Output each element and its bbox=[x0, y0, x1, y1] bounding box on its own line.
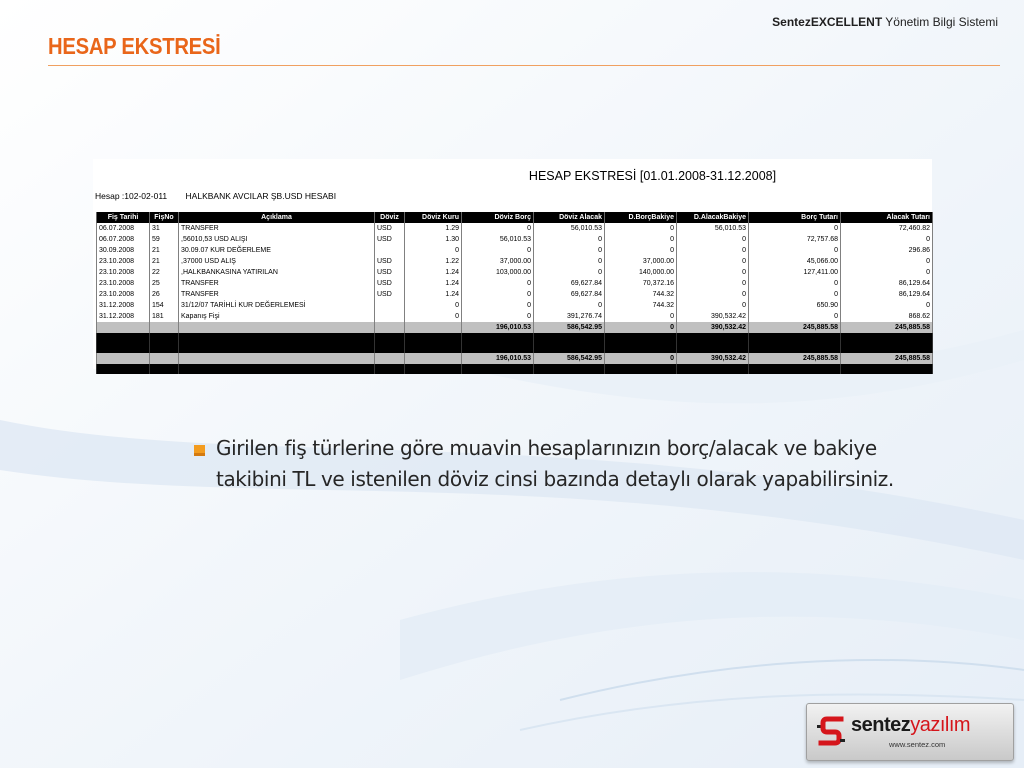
table-cell: 245,885.58 bbox=[749, 322, 841, 333]
table-cell: 868.62 bbox=[841, 311, 933, 322]
table-cell: 0 bbox=[405, 311, 462, 322]
table-cell: TRANSFER bbox=[179, 289, 375, 300]
table-cell bbox=[150, 353, 179, 364]
table-cell: 140,000.00 bbox=[605, 267, 677, 278]
table-cell bbox=[375, 322, 405, 333]
table-cell: 0 bbox=[677, 289, 749, 300]
table-cell: TRANSFER bbox=[179, 278, 375, 289]
table-cell: 0 bbox=[749, 311, 841, 322]
table-cell bbox=[405, 333, 462, 343]
column-header: Borç Tutarı bbox=[749, 212, 841, 223]
table-cell: 1.29 bbox=[405, 223, 462, 234]
table-cell bbox=[841, 333, 933, 343]
logo-word-accent: yazılım bbox=[910, 714, 971, 736]
bullet-square-icon bbox=[194, 445, 205, 456]
table-cell: ,56010,53 USD ALIŞI bbox=[179, 234, 375, 245]
table-cell: 391,276.74 bbox=[534, 311, 605, 322]
table-cell: 23.10.2008 bbox=[97, 289, 150, 300]
table-cell bbox=[749, 364, 841, 374]
table-cell: 26 bbox=[150, 289, 179, 300]
table-cell: Kapanış Fişi bbox=[179, 311, 375, 322]
table-cell: 390,532.42 bbox=[677, 311, 749, 322]
table-cell: 0 bbox=[534, 300, 605, 311]
table-cell: 0 bbox=[749, 289, 841, 300]
table-cell: ,HALKBANKASINA YATIRILAN bbox=[179, 267, 375, 278]
table-cell: 0 bbox=[605, 245, 677, 256]
table-row bbox=[97, 245, 933, 256]
table-row bbox=[97, 223, 933, 234]
table-cell: 0 bbox=[534, 256, 605, 267]
table-cell: 245,885.58 bbox=[841, 322, 933, 333]
table-cell: USD bbox=[375, 256, 405, 267]
column-header: Döviz Kuru bbox=[405, 212, 462, 223]
table-cell bbox=[150, 333, 179, 343]
column-header: D.BorçBakiye bbox=[605, 212, 677, 223]
table-cell: 586,542.95 bbox=[534, 322, 605, 333]
table-cell: 86,129.64 bbox=[841, 278, 933, 289]
table-cell bbox=[534, 364, 605, 374]
table-cell bbox=[534, 333, 605, 343]
table-cell: 86,129.64 bbox=[841, 289, 933, 300]
table-cell bbox=[462, 333, 534, 343]
table-cell: 0 bbox=[677, 267, 749, 278]
table-cell: 56,010.53 bbox=[534, 223, 605, 234]
table-cell: 390,532.42 bbox=[677, 322, 749, 333]
table-cell: 0 bbox=[841, 300, 933, 311]
table-cell: 0 bbox=[462, 300, 534, 311]
table-cell bbox=[462, 364, 534, 374]
table-cell bbox=[97, 364, 150, 374]
table-cell bbox=[375, 333, 405, 343]
table-cell: 0 bbox=[677, 300, 749, 311]
column-header: FişNo bbox=[150, 212, 179, 223]
separator-row bbox=[97, 333, 933, 343]
table-cell bbox=[405, 343, 462, 353]
bullet-text: Girilen fiş türlerine göre muavin hesaplarınızın borç/alacak ve bakiye takibini TL ve istenilen döviz cinsi bazında detaylı olarak yapabilirsiniz. bbox=[216, 436, 894, 491]
table-cell bbox=[841, 343, 933, 353]
table-cell: 0 bbox=[462, 245, 534, 256]
table-cell: 196,010.53 bbox=[462, 353, 534, 364]
table-cell: 127,411.00 bbox=[749, 267, 841, 278]
table-cell bbox=[150, 322, 179, 333]
ledger-table bbox=[96, 212, 933, 374]
table-cell: 0 bbox=[462, 289, 534, 300]
table-cell bbox=[749, 343, 841, 353]
table-cell: 31.12.2008 bbox=[97, 300, 150, 311]
table-cell: 103,000.00 bbox=[462, 267, 534, 278]
table-cell bbox=[605, 333, 677, 343]
table-cell bbox=[179, 333, 375, 343]
table-cell bbox=[677, 333, 749, 343]
table-cell bbox=[375, 300, 405, 311]
table-cell: 56,010.53 bbox=[677, 223, 749, 234]
table-cell: 245,885.58 bbox=[749, 353, 841, 364]
table-cell bbox=[677, 343, 749, 353]
table-cell: 296.86 bbox=[841, 245, 933, 256]
table-cell bbox=[677, 364, 749, 374]
table-cell: 72,460.82 bbox=[841, 223, 933, 234]
grand-total-row bbox=[97, 353, 933, 364]
table-cell: 744.32 bbox=[605, 289, 677, 300]
table-cell: 0 bbox=[841, 267, 933, 278]
table-cell: 0 bbox=[605, 234, 677, 245]
table-cell: 1.30 bbox=[405, 234, 462, 245]
table-cell: 31/12/07 TARİHLİ KUR DEĞERLEMESİ bbox=[179, 300, 375, 311]
table-cell: 0 bbox=[405, 245, 462, 256]
table-cell: 1.22 bbox=[405, 256, 462, 267]
separator-row bbox=[97, 343, 933, 353]
table-cell: 1.24 bbox=[405, 289, 462, 300]
table-cell: 0 bbox=[677, 278, 749, 289]
account-statement-report bbox=[93, 159, 932, 369]
table-cell: 31.12.2008 bbox=[97, 311, 150, 322]
table-cell: USD bbox=[375, 267, 405, 278]
table-cell bbox=[375, 364, 405, 374]
table-cell: 650.90 bbox=[749, 300, 841, 311]
table-cell: 70,372.16 bbox=[605, 278, 677, 289]
table-cell: 69,627.84 bbox=[534, 278, 605, 289]
table-cell: 0 bbox=[841, 256, 933, 267]
table-cell: 06.07.2008 bbox=[97, 234, 150, 245]
table-cell bbox=[97, 333, 150, 343]
column-header: Döviz Alacak bbox=[534, 212, 605, 223]
table-cell: 245,885.58 bbox=[841, 353, 933, 364]
table-cell: 56,010.53 bbox=[462, 234, 534, 245]
table-cell: 31 bbox=[150, 223, 179, 234]
table-cell: 59 bbox=[150, 234, 179, 245]
table-cell: 23.10.2008 bbox=[97, 267, 150, 278]
table-cell: 25 bbox=[150, 278, 179, 289]
table-cell: 37,000.00 bbox=[605, 256, 677, 267]
table-cell bbox=[405, 353, 462, 364]
table-cell: 0 bbox=[605, 353, 677, 364]
table-row bbox=[97, 289, 933, 300]
table-cell bbox=[97, 343, 150, 353]
table-cell bbox=[150, 343, 179, 353]
table-cell: 45,066.00 bbox=[749, 256, 841, 267]
report-title: HESAP EKSTRESİ [01.01.2008-31.12.2008] bbox=[528, 169, 777, 183]
table-cell: 30.09.2008 bbox=[97, 245, 150, 256]
table-row bbox=[97, 234, 933, 245]
table-cell: TRANSFER bbox=[179, 223, 375, 234]
table-cell bbox=[375, 245, 405, 256]
table-cell: 23.10.2008 bbox=[97, 278, 150, 289]
ledger-header-row bbox=[97, 212, 933, 223]
slide-title: HESAP EKSTRESİ bbox=[48, 33, 221, 59]
table-cell: 154 bbox=[150, 300, 179, 311]
table-cell: 0 bbox=[462, 278, 534, 289]
table-cell: 0 bbox=[462, 311, 534, 322]
logo-url: www.sentez.com bbox=[889, 740, 946, 749]
table-cell: 0 bbox=[749, 245, 841, 256]
table-cell: 196,010.53 bbox=[462, 322, 534, 333]
table-cell: 0 bbox=[462, 223, 534, 234]
table-cell bbox=[405, 322, 462, 333]
table-cell bbox=[605, 364, 677, 374]
table-cell bbox=[605, 343, 677, 353]
table-cell bbox=[841, 364, 933, 374]
table-cell bbox=[375, 311, 405, 322]
table-cell: 22 bbox=[150, 267, 179, 278]
table-row bbox=[97, 278, 933, 289]
table-cell bbox=[749, 333, 841, 343]
table-cell: 0 bbox=[534, 234, 605, 245]
table-cell: 1.24 bbox=[405, 267, 462, 278]
table-cell: 0 bbox=[749, 223, 841, 234]
table-cell bbox=[462, 343, 534, 353]
table-cell: 0 bbox=[677, 256, 749, 267]
subtotal-row bbox=[97, 322, 933, 333]
account-code: Hesap :102-02-011 bbox=[95, 191, 168, 201]
table-cell bbox=[405, 364, 462, 374]
logo-wordmark bbox=[851, 714, 970, 737]
table-cell: 0 bbox=[841, 234, 933, 245]
sentez-logo bbox=[806, 703, 1014, 761]
table-row bbox=[97, 311, 933, 322]
table-cell: 30.09.07 KUR DEĞERLEME bbox=[179, 245, 375, 256]
table-cell: 69,627.84 bbox=[534, 289, 605, 300]
table-cell bbox=[179, 353, 375, 364]
table-row bbox=[97, 267, 933, 278]
column-header: Açıklama bbox=[179, 212, 375, 223]
table-cell: USD bbox=[375, 278, 405, 289]
table-cell: 0 bbox=[749, 278, 841, 289]
table-cell: 744.32 bbox=[605, 300, 677, 311]
column-header: Döviz Borç bbox=[462, 212, 534, 223]
account-name: HALKBANK AVCILAR ŞB.USD HESABI bbox=[185, 191, 337, 201]
table-row bbox=[97, 256, 933, 267]
table-cell bbox=[97, 322, 150, 333]
table-cell bbox=[179, 322, 375, 333]
column-header: Fiş Tarihi bbox=[97, 212, 150, 223]
table-cell: USD bbox=[375, 289, 405, 300]
table-cell: 21 bbox=[150, 256, 179, 267]
table-cell: 0 bbox=[534, 267, 605, 278]
table-cell: ,37000 USD ALIŞ bbox=[179, 256, 375, 267]
table-cell: 0 bbox=[605, 322, 677, 333]
table-cell: 181 bbox=[150, 311, 179, 322]
brand-subtitle: Yönetim Bilgi Sistemi bbox=[885, 15, 998, 29]
table-cell: 0 bbox=[405, 300, 462, 311]
table-cell bbox=[97, 353, 150, 364]
sentez-s-logo-icon bbox=[817, 713, 845, 749]
table-cell: 72,757.68 bbox=[749, 234, 841, 245]
table-row bbox=[97, 300, 933, 311]
column-header: Döviz bbox=[375, 212, 405, 223]
account-line bbox=[95, 191, 352, 201]
table-cell bbox=[179, 343, 375, 353]
table-cell bbox=[375, 343, 405, 353]
table-cell: 06.07.2008 bbox=[97, 223, 150, 234]
title-divider bbox=[48, 65, 1000, 66]
table-cell: 390,532.42 bbox=[677, 353, 749, 364]
table-cell: 0 bbox=[677, 245, 749, 256]
table-cell: 1.24 bbox=[405, 278, 462, 289]
table-cell: 0 bbox=[677, 234, 749, 245]
table-cell: 586,542.95 bbox=[534, 353, 605, 364]
footer-row bbox=[97, 364, 933, 374]
header-brand bbox=[772, 15, 998, 29]
table-cell: 0 bbox=[605, 311, 677, 322]
column-header: D.AlacakBakiye bbox=[677, 212, 749, 223]
table-cell bbox=[150, 364, 179, 374]
table-cell: 0 bbox=[605, 223, 677, 234]
table-cell: USD bbox=[375, 234, 405, 245]
table-cell: 21 bbox=[150, 245, 179, 256]
column-header: Alacak Tutarı bbox=[841, 212, 933, 223]
table-cell bbox=[534, 343, 605, 353]
table-cell: 23.10.2008 bbox=[97, 256, 150, 267]
table-cell bbox=[179, 364, 375, 374]
brand-bold: SentezEXCELLENT bbox=[772, 15, 883, 29]
table-cell: USD bbox=[375, 223, 405, 234]
table-cell: 37,000.00 bbox=[462, 256, 534, 267]
logo-word-main: sentez bbox=[851, 714, 911, 736]
table-cell: 0 bbox=[534, 245, 605, 256]
table-cell bbox=[375, 353, 405, 364]
